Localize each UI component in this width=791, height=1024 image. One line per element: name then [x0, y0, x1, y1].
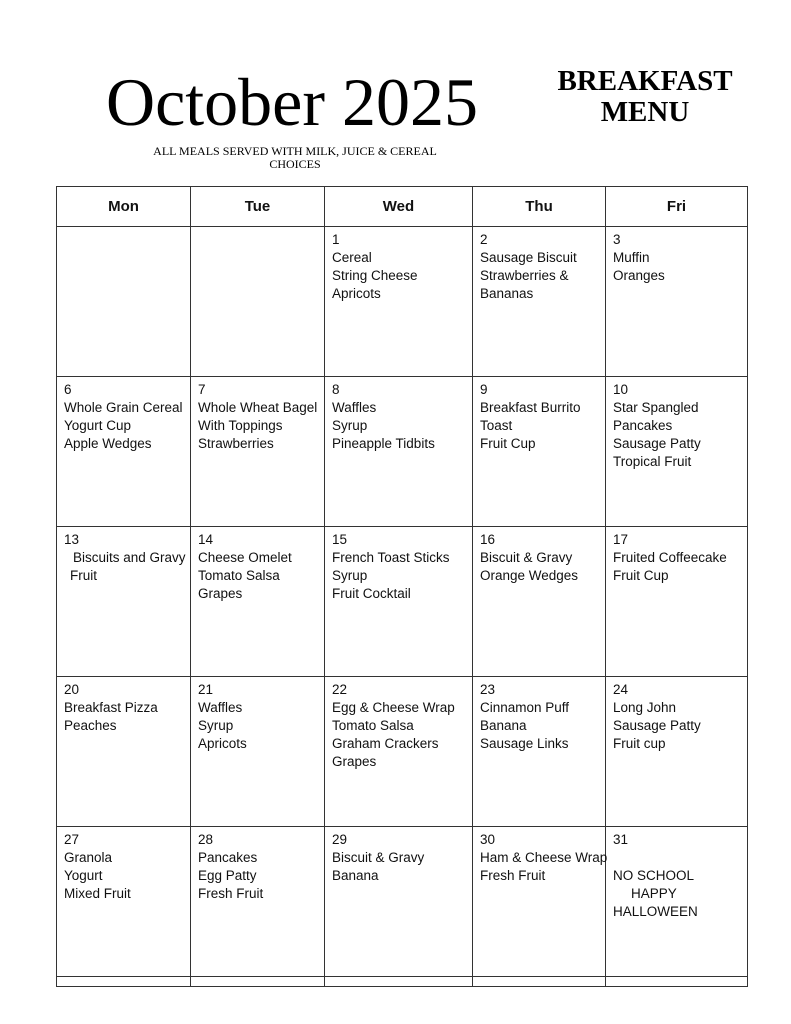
day-number: 31	[613, 832, 629, 847]
menu-item: French Toast Sticks	[332, 550, 450, 565]
day-cell	[57, 827, 191, 976]
menu-item: Pancakes	[613, 418, 673, 433]
weekday-mon: Mon	[57, 187, 191, 226]
menu-item: Biscuit & Gravy	[332, 850, 425, 865]
day-cell	[191, 227, 325, 376]
day-cell	[473, 827, 606, 976]
day-cell	[191, 827, 325, 976]
menu-item: Strawberries	[198, 436, 274, 451]
menu-item: String Cheese	[332, 268, 418, 283]
menu-item: Banana	[332, 868, 379, 883]
weekday-header-row	[57, 187, 747, 227]
day-cell	[57, 377, 191, 526]
menu-item: Grapes	[332, 754, 377, 769]
menu-item: Pancakes	[198, 850, 258, 865]
weekday-fri: Fri	[666, 198, 687, 215]
day-number	[198, 231, 324, 249]
day-number: 27	[64, 832, 80, 847]
day-number: 2	[480, 232, 488, 247]
day-cell	[191, 677, 325, 826]
day-number: 16	[480, 532, 496, 547]
menu-item: Waffles	[332, 400, 377, 415]
day-cell	[606, 677, 747, 826]
day-cell	[57, 527, 191, 676]
menu-item: Graham Crackers	[332, 736, 439, 751]
menu-item: Mixed Fruit	[64, 886, 131, 901]
calendar-grid	[56, 186, 748, 987]
menu-item: Whole Wheat Bagel	[198, 400, 318, 415]
menu-item: Fresh Fruit	[198, 886, 264, 901]
day-number: 17	[613, 532, 629, 547]
menu-item: Apricots	[332, 286, 381, 301]
day-cell	[606, 377, 747, 526]
day-number: 3	[613, 232, 621, 247]
menu-item: Yogurt Cup	[64, 418, 132, 433]
menu-item: Apple Wedges	[64, 436, 152, 451]
day-number: 9	[480, 382, 488, 397]
meals-note: ALL MEALS SERVED WITH MILK, JUICE & CEREAL CHOICES	[153, 144, 437, 171]
menu-item: Biscuit & Gravy	[480, 550, 573, 565]
menu-item: Sausage Patty	[613, 436, 701, 451]
day-cell	[191, 527, 325, 676]
day-number: 6	[64, 382, 72, 397]
day-cell	[325, 377, 473, 526]
menu-item: Muffin	[613, 250, 650, 265]
menu-item: Breakfast Pizza	[64, 700, 158, 715]
menu-item: Biscuits and Gravy	[73, 550, 186, 565]
menu-item: Toast	[480, 418, 513, 433]
calendar-week-row	[57, 227, 747, 377]
calendar-week-row	[57, 377, 747, 527]
day-cell	[473, 377, 606, 526]
day-number: 24	[613, 682, 629, 697]
day-number: 14	[198, 532, 214, 547]
menu-item: Peaches	[64, 718, 117, 733]
menu-item: Whole Grain Cereal	[64, 400, 183, 415]
day-number: 28	[198, 832, 214, 847]
day-number: 23	[480, 682, 496, 697]
menu-item: Ham & Cheese Wrap	[480, 850, 608, 865]
day-cell	[606, 527, 747, 676]
menu-item: HAPPY	[631, 886, 677, 901]
menu-item: Strawberries &	[480, 268, 569, 283]
menu-title	[540, 66, 750, 128]
menu-item: Fruit Cocktail	[332, 586, 411, 601]
calendar-weeks	[57, 227, 747, 977]
menu-item: Apricots	[198, 736, 247, 751]
page-title: October 2025	[106, 64, 479, 140]
calendar-week-row	[57, 527, 747, 677]
day-cell	[325, 677, 473, 826]
menu-item: Star Spangled	[613, 400, 699, 415]
menu-item: Sausage Links	[480, 736, 569, 751]
menu-item: Syrup	[332, 418, 368, 433]
menu-item: With Toppings	[198, 418, 283, 433]
menu-item: Bananas	[480, 286, 534, 301]
weekday-thu: Thu	[473, 187, 606, 226]
day-cell	[325, 227, 473, 376]
menu-item: Cinnamon Puff	[480, 700, 570, 715]
day-cell	[473, 527, 606, 676]
weekday-wed: Wed	[325, 187, 473, 226]
menu-item: Syrup	[332, 568, 368, 583]
day-cell	[473, 677, 606, 826]
menu-item: Yogurt	[64, 868, 103, 883]
menu-item: Oranges	[613, 268, 665, 283]
day-cell	[57, 227, 191, 376]
day-number: 8	[332, 382, 340, 397]
menu-title-line1: BREAKFAST	[557, 65, 733, 97]
day-cell	[57, 677, 191, 826]
menu-item: Long John	[613, 700, 677, 715]
menu-item: Tropical Fruit	[613, 454, 692, 469]
menu-item: Sausage Patty	[613, 718, 701, 733]
menu-item: HALLOWEEN	[613, 904, 698, 919]
menu-item: Cheese Omelet	[198, 550, 292, 565]
menu-item: NO SCHOOL	[613, 868, 695, 883]
day-number: 22	[332, 682, 348, 697]
menu-item: Pineapple Tidbits	[332, 436, 435, 451]
menu-item: Fruit Cup	[613, 568, 669, 583]
menu-item: Granola	[64, 850, 113, 865]
menu-item: Fresh Fruit	[480, 868, 546, 883]
menu-item: Grapes	[198, 586, 243, 601]
day-number: 13	[64, 532, 80, 547]
day-number: 29	[332, 832, 348, 847]
menu-item: Fruit Cup	[480, 436, 536, 451]
menu-item: Sausage Biscuit	[480, 250, 577, 265]
menu-item: Fruited Coffeecake	[613, 550, 727, 565]
menu-item: Waffles	[198, 700, 243, 715]
menu-item: Egg Patty	[198, 868, 257, 883]
day-cell	[473, 227, 606, 376]
day-number: 10	[613, 382, 629, 397]
day-cell	[325, 527, 473, 676]
menu-title-line2: MENU	[600, 96, 690, 128]
menu-item: Syrup	[198, 718, 234, 733]
day-number: 21	[198, 682, 214, 697]
day-number: 15	[332, 532, 348, 547]
day-cell	[606, 227, 747, 376]
calendar-week-row	[57, 677, 747, 827]
menu-item: Fruit	[70, 568, 97, 583]
calendar-week-row	[57, 827, 747, 977]
day-cell	[606, 827, 747, 976]
day-cell	[191, 377, 325, 526]
day-number: 7	[198, 382, 206, 397]
menu-item	[613, 849, 747, 867]
weekday-tue: Tue	[191, 187, 325, 226]
menu-item: Banana	[480, 718, 527, 733]
day-number: 20	[64, 682, 80, 697]
menu-item: Breakfast Burrito	[480, 400, 581, 415]
menu-item: Cereal	[332, 250, 372, 265]
day-number	[64, 231, 190, 249]
menu-item: Fruit cup	[613, 736, 666, 751]
menu-item: Orange Wedges	[480, 568, 579, 583]
day-number: 30	[480, 832, 496, 847]
calendar-bottom-strip	[57, 977, 747, 986]
menu-item: Tomato Salsa	[198, 568, 280, 583]
menu-item: Egg & Cheese Wrap	[332, 700, 455, 715]
day-cell	[325, 827, 473, 976]
day-number: 1	[332, 232, 340, 247]
menu-item: Tomato Salsa	[332, 718, 414, 733]
